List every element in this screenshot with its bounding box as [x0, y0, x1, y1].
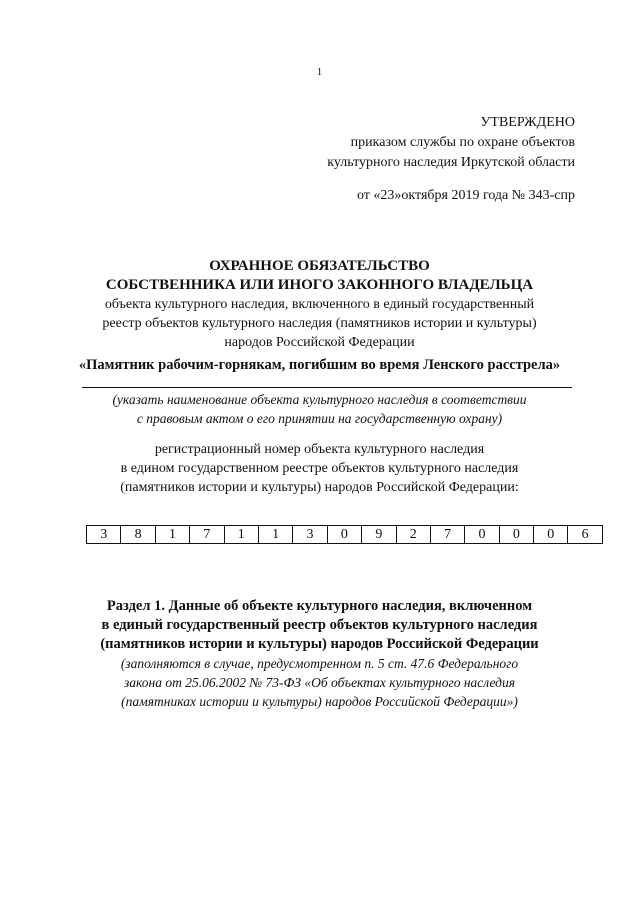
section-1-heading	[0, 597, 639, 711]
section-note-line: (памятниках истории и культуры) народов Российской Федерации»)	[121, 694, 518, 709]
page-number: 1	[316, 66, 323, 78]
approval-line: приказом службы по охране объектов	[350, 135, 575, 150]
registration-digit: 0	[499, 526, 533, 544]
hint-line: с правовым актом о его принятии на государственную охрану)	[136, 411, 503, 426]
section-note-line: закона от 25.06.2002 № 73-ФЗ «Об объектах культурного наследия	[123, 675, 516, 690]
registration-digit: 8	[121, 526, 155, 544]
registration-digit: 0	[534, 526, 568, 544]
registration-digit: 3	[87, 526, 121, 544]
registration-line: (памятников истории и культуры) народов Российской Федерации:	[120, 480, 519, 495]
registration-digit: 7	[190, 526, 224, 544]
approval-order-date: от «23»октября 2019 года № 343-спр	[356, 188, 575, 203]
section-title-line: в единый государственный реестр объектов культурного наследия	[101, 617, 538, 633]
title-line: ОХРАННОЕ ОБЯЗАТЕЛЬСТВО	[209, 258, 430, 274]
approval-heading: УТВЕРЖДЕНО	[480, 115, 575, 130]
section-note-line: (заполняются в случае, предусмотренном п. 5 ст. 47.6 Федерального	[120, 656, 519, 671]
registration-line: регистрационный номер объекта культурного наследия	[154, 442, 485, 457]
title-subline: реестр объектов культурного наследия (памятников истории и культуры)	[102, 316, 537, 331]
registration-digit: 1	[224, 526, 258, 544]
registration-digit: 0	[327, 526, 361, 544]
approval-stamp	[327, 113, 575, 206]
registration-line: в едином государственном реестре объектов культурного наследия	[120, 461, 519, 476]
title-line: СОБСТВЕННИКА ИЛИ ИНОГО ЗАКОННОГО ВЛАДЕЛЬЦА	[105, 277, 534, 293]
section-title-line: (памятников истории и культуры) народов Российской Федерации	[100, 636, 539, 652]
title-subline: объекта культурного наследия, включенного в единый государственный	[104, 297, 535, 312]
registration-digit: 9	[362, 526, 396, 544]
registration-digit: 1	[258, 526, 292, 544]
registration-digit: 1	[155, 526, 189, 544]
object-name: «Памятник рабочим-горнякам, погибшим во время Ленского расстрела»	[78, 357, 561, 373]
approval-line: культурного наследия Иркутской области	[327, 155, 575, 170]
object-name-underline	[82, 387, 572, 388]
registration-digit: 0	[465, 526, 499, 544]
document-title	[0, 257, 639, 352]
registration-number-table	[86, 525, 603, 544]
registration-number-row	[87, 526, 603, 544]
registration-digit: 2	[396, 526, 430, 544]
registration-digit: 7	[430, 526, 464, 544]
registration-digit: 3	[293, 526, 327, 544]
hint-line: (указать наименование объекта культурного наследия в соответствии	[112, 392, 527, 407]
object-name-hint	[0, 390, 639, 428]
registration-caption	[0, 440, 639, 497]
section-title-line: Раздел 1. Данные об объекте культурного наследия, включенном	[106, 598, 533, 614]
title-subline: народов Российской Федерации	[224, 335, 415, 350]
registration-digit: 6	[568, 526, 602, 544]
